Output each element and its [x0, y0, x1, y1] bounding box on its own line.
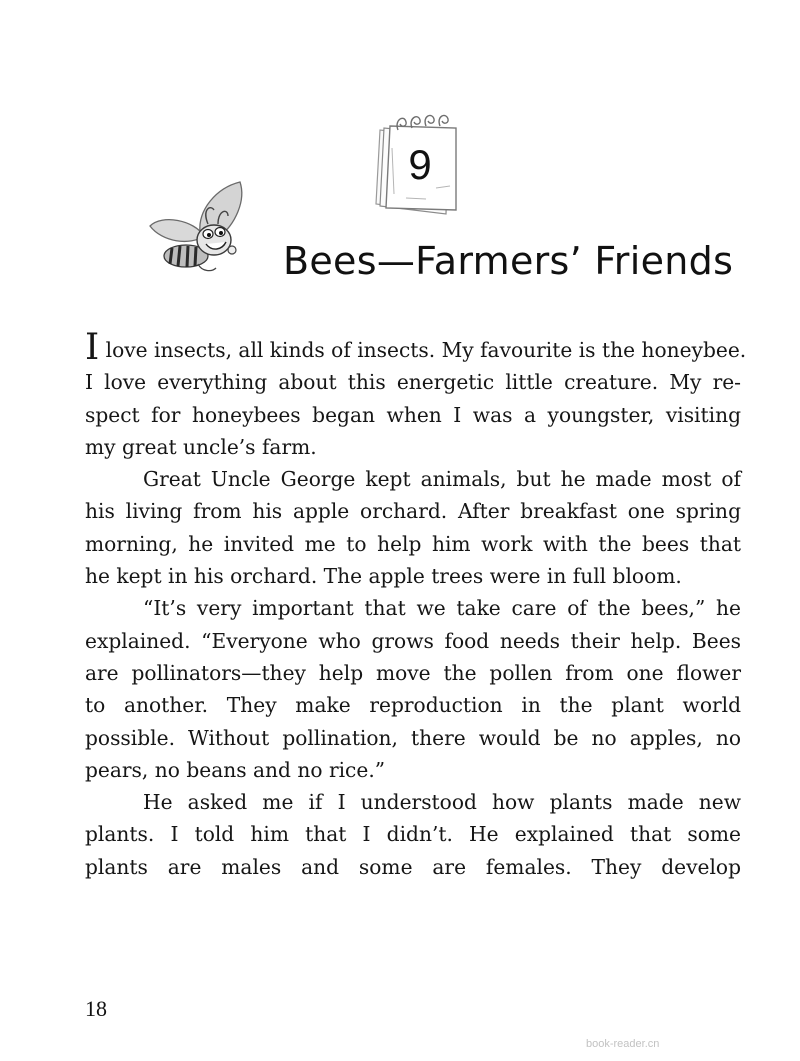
text-line: explained. “Everyone who grows food needs their help. Bees	[85, 628, 741, 653]
body-text	[85, 327, 747, 883]
watermark: book-reader.cn	[586, 1038, 660, 1050]
drop-cap: I	[85, 327, 100, 368]
text-line: my great uncle’s farm.	[85, 434, 317, 459]
text-line: pears, no beans and no rice.”	[85, 757, 386, 782]
page-number: 18	[85, 996, 107, 1021]
text-line: morning, he invited me to help him work with the bees that	[85, 531, 741, 556]
text-line: possible. Without pollination, there would be no apples, no	[85, 725, 741, 750]
chapter-number: 9	[408, 141, 432, 188]
text-line: his living from his apple orchard. After breakfast one spring	[85, 499, 741, 524]
chapter-title: Bees—Farmers’ Friends	[283, 239, 734, 283]
text-line: He asked me if I understood how plants made new	[143, 790, 741, 815]
text-line: he kept in his orchard. The apple trees were in full bloom.	[85, 564, 682, 589]
text-line: are pollinators—they help move the pollen from one flower	[85, 660, 741, 685]
text-line: “It’s very important that we take care of the bees,” he	[143, 596, 741, 621]
text-line: I love insects, all kinds of insects. My favourite is the honeybee.	[85, 327, 747, 368]
text-line: I love everything about this energetic little creature. My re-	[85, 370, 741, 395]
text-line: to another. They make reproduction in the plant world	[85, 693, 741, 718]
text-line: spect for honeybees began when I was a youngster, visiting	[85, 402, 741, 427]
bee-icon	[142, 180, 252, 276]
text-line: plants are males and some are females. They develop	[85, 854, 741, 879]
text-line: Great Uncle George kept animals, but he made most of	[143, 467, 741, 492]
text-line: plants. I told him that I didn’t. He explained that some	[85, 822, 741, 847]
